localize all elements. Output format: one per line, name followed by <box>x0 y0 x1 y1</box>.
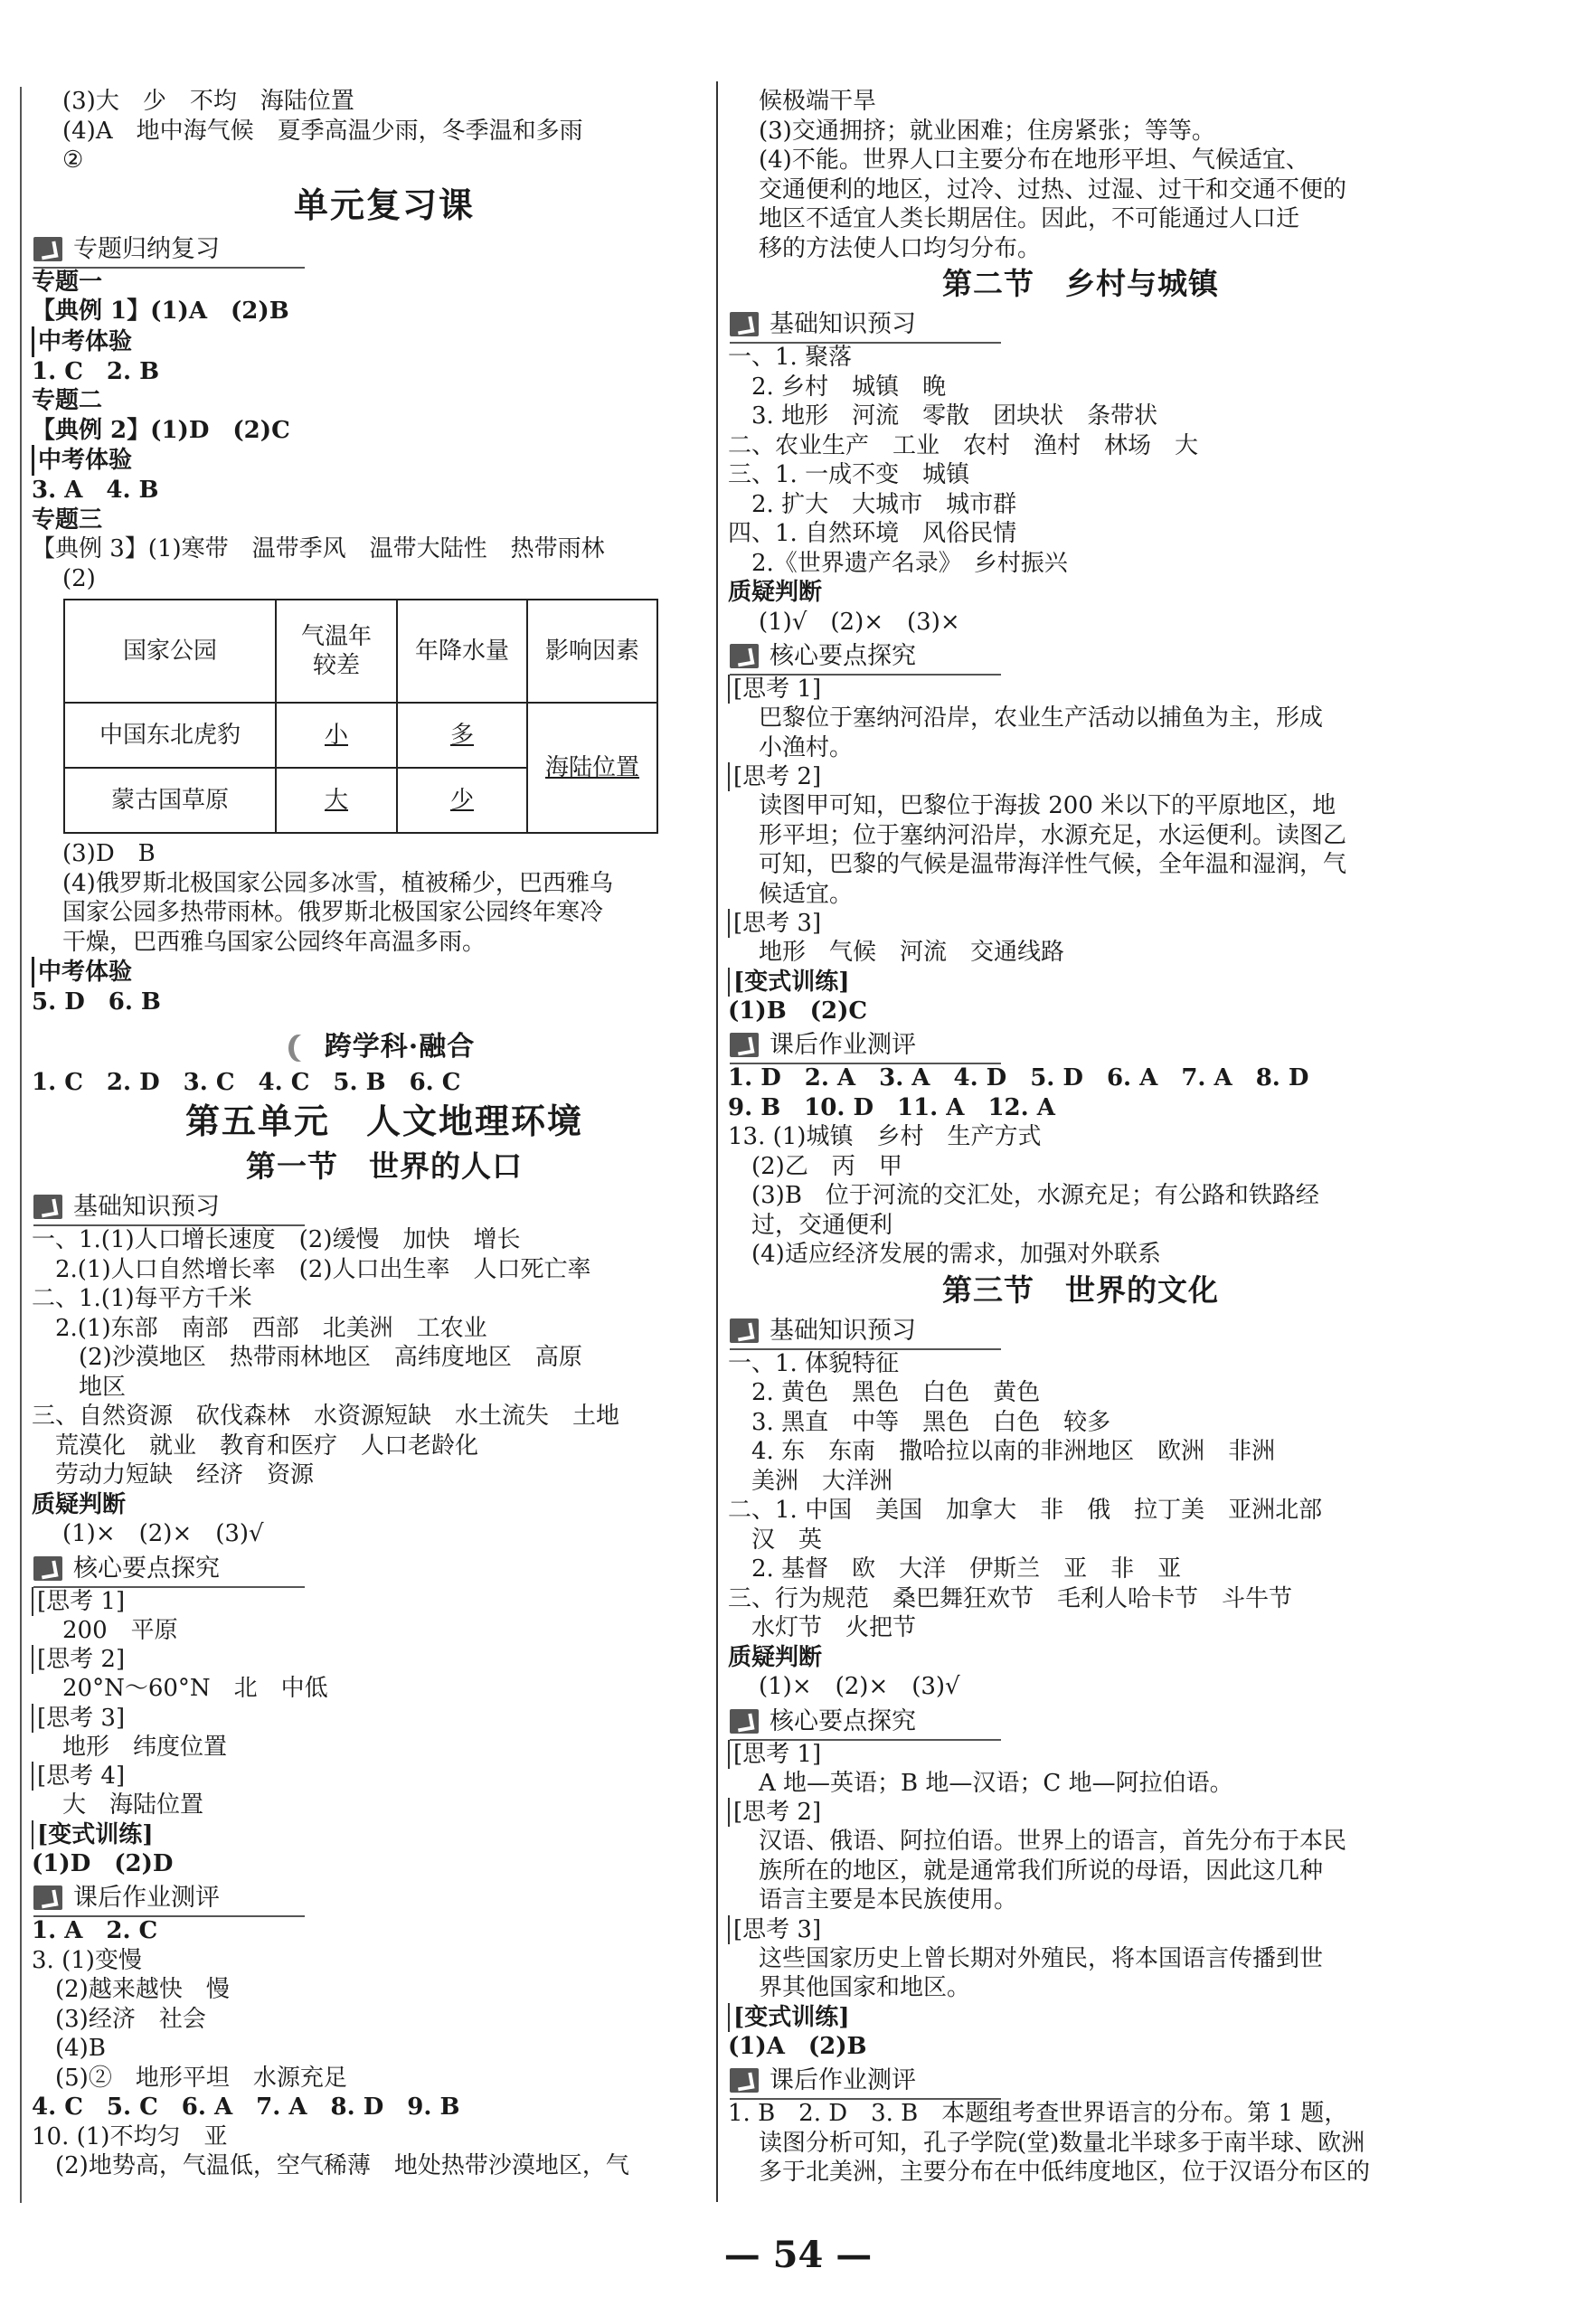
text-line: (5)② 地形平坦 水源充足 <box>32 2064 347 2092</box>
text-line: 4. 东 东南 撒哈拉以南的非洲地区 欧洲 非洲 <box>728 1438 1276 1465</box>
text-line: 1. D 2. A 3. A 4. D 5. D 6. A 7. A 8. D <box>728 1064 1309 1092</box>
text-line: 水灯节 火把节 <box>728 1614 917 1641</box>
moon-icon <box>294 1035 314 1062</box>
think-answer: 读图甲可知，巴黎位于海拔 200 米以下的平原地区，地 <box>759 792 1336 819</box>
text-line: 一、1.(1)人口增长速度 (2)缓慢 加快 增长 <box>32 1226 521 1253</box>
text-line: 三、1. 一成不变 城镇 <box>728 461 970 488</box>
think-answer: A 地—英语；B 地—汉语；C 地—阿拉伯语。 <box>759 1769 1233 1797</box>
table-cell: 小 <box>276 703 397 768</box>
think-label: [思考 2] <box>728 1798 821 1827</box>
think-answer: 语言主要是本民族使用。 <box>759 1886 1018 1914</box>
text-line: 二、农业生产 工业 农村 渔村 林场 大 <box>728 431 1199 459</box>
checkmark-icon <box>33 1556 62 1581</box>
topic-label: 专题二 <box>32 387 103 414</box>
think-answer: 界其他国家和地区。 <box>759 1974 971 2001</box>
text-line: 2.(1)人口自然增长率 (2)人口出生率 人口死亡率 <box>32 1255 591 1283</box>
unit-review-title: 单元复习课 <box>293 184 475 225</box>
section-title: 第一节 世界的人口 <box>246 1148 523 1184</box>
text-line: (2)乙 丙 甲 <box>728 1152 902 1180</box>
text-line: 荒漠化 就业 教育和医疗 人口老龄化 <box>32 1432 479 1460</box>
checkmark-icon <box>730 1033 759 1057</box>
text-line: 汉 英 <box>728 1526 823 1554</box>
section-header: 专题归纳复习 <box>32 233 737 266</box>
think-answer: 可知，巴黎的气候是温带海洋性气候，全年温和湿润，气 <box>759 851 1347 878</box>
table-header: 国家公园 <box>64 600 276 703</box>
text-line: 地区 <box>32 1373 127 1401</box>
cross-answers: 1. C 2. D 3. C 4. C 5. B 6. C <box>32 1068 461 1096</box>
table-header: 影响因素 <box>527 600 657 703</box>
sub-label: (2) <box>62 564 96 592</box>
think-label: [思考 1] <box>728 675 821 704</box>
page-number: — 54 — <box>723 2234 873 2276</box>
think-answer: 形平坦；位于塞纳河沿岸，水源充足，水运便利。读图乙 <box>759 821 1347 849</box>
variant-label: [变式训练] <box>32 1820 154 1849</box>
text-line: 二、1.(1)每平方千米 <box>32 1285 252 1312</box>
table-cell: 少 <box>397 768 527 833</box>
table-cell: 海陆位置 <box>527 703 657 833</box>
doubt-answers: (1)√ (2)× (3)× <box>759 608 960 636</box>
table-cell: 蒙古国草原 <box>64 768 276 833</box>
text-line: 候极端干旱 <box>759 88 877 115</box>
checkmark-icon <box>33 1195 62 1219</box>
doubt-label: 质疑判断 <box>728 579 823 606</box>
text-line: (4)不能。世界人口主要分布在地形平坦、气候适宜、 <box>759 146 1309 174</box>
text-line: 2. 乡村 城镇 晚 <box>728 373 947 401</box>
example-answer: 【典例 2】(1)D (2)C <box>32 416 290 444</box>
text-line: (2)地势高，气温低，空气稀薄 地处热带沙漠地区，气 <box>32 2152 629 2179</box>
variant-label: [变式训练] <box>728 968 850 997</box>
table-cell: 大 <box>276 768 397 833</box>
checkmark-icon <box>730 1318 759 1343</box>
text-line: 13. (1)城镇 乡村 生产方式 <box>728 1123 1042 1150</box>
text-line: (4)俄罗斯北极国家公园多冰雪，植被稀少，巴西雅乌 <box>62 869 613 897</box>
text-line: 2. 基督 欧 大洋 伊斯兰 亚 非 亚 <box>728 1555 1182 1583</box>
think-answer: 族所在的地区，就是通常我们所说的母语，因此这几种 <box>759 1857 1324 1885</box>
variant-answers: (1)D (2)D <box>32 1849 174 1877</box>
section-header: 核心要点探究 <box>728 640 1433 673</box>
section-title: 第三节 世界的文化 <box>942 1271 1219 1308</box>
think-answer: 地形 气候 河流 交通线路 <box>759 939 1065 966</box>
think-answer: 200 平原 <box>62 1616 178 1644</box>
text-line: 1. B 2. D 3. B 本题组考查世界语言的分布。第 1 题， <box>728 2100 1348 2127</box>
right-column <box>728 87 1433 2188</box>
think-label: [思考 2] <box>728 762 821 791</box>
text-line: 2. 黄色 黑色 白色 黄色 <box>728 1379 1041 1406</box>
topic-label: 专题三 <box>32 506 103 534</box>
checkmark-icon <box>730 312 759 336</box>
checkmark-icon <box>33 237 62 261</box>
exam-answers: 1. C 2. B <box>32 357 160 385</box>
think-answer: 这些国家历史上曾长期对外殖民，将本国语言传播到世 <box>759 1944 1324 1972</box>
exam-label: 中考体验 <box>32 326 132 357</box>
text-line: (3)D B <box>62 840 156 867</box>
doubt-label: 质疑判断 <box>32 1490 127 1518</box>
checkmark-icon <box>33 1885 62 1910</box>
left-margin-rule <box>20 87 22 2203</box>
text-line: 1. A 2. C <box>32 1917 158 1944</box>
text-line: (3)经济 社会 <box>32 2005 206 2033</box>
text-line: 3. (1)变慢 <box>32 1946 142 1974</box>
think-label: [思考 1] <box>728 1740 821 1769</box>
text-line: (4)B <box>32 2035 106 2062</box>
text-line: 二、1. 中国 美国 加拿大 非 俄 拉丁美 亚洲北部 <box>728 1497 1323 1524</box>
text-line: 一、1. 体貌特征 <box>728 1349 900 1377</box>
section-header: 课后作业测评 <box>728 1029 1433 1062</box>
text-line: 三、自然资源 砍伐森林 水资源短缺 水土流失 土地 <box>32 1403 620 1430</box>
cross-subject-title: 跨学科·融合 <box>32 1026 737 1068</box>
text-line: 2. 扩大 大城市 城市群 <box>728 490 1017 518</box>
doubt-label: 质疑判断 <box>728 1643 823 1671</box>
variant-answers: (1)B (2)C <box>728 997 868 1025</box>
text-line: 2.《世界遗产名录》 乡村振兴 <box>728 549 1068 577</box>
unit-title: 第五单元 人文地理环境 <box>184 1101 583 1141</box>
think-answer: 汉语、俄语、阿拉伯语。世界上的语言，首先分布于本民 <box>759 1828 1347 1855</box>
text-line: 干燥，巴西雅乌国家公园终年高温多雨。 <box>62 928 486 956</box>
table-header: 年降水量 <box>397 600 527 703</box>
think-answer: 小渔村。 <box>759 733 854 761</box>
think-label: [思考 1] <box>32 1587 125 1616</box>
section-header: 基础知识预习 <box>32 1191 737 1224</box>
think-label: [思考 2] <box>32 1645 125 1674</box>
example-answer: 【典例 3】(1)寒带 温带季风 温带大陆性 热带雨林 <box>32 535 605 562</box>
think-answer: 地形 纬度位置 <box>62 1733 228 1761</box>
text-line: 交通便利的地区，过冷、过热、过湿、过干和交通不便的 <box>759 175 1347 203</box>
checkmark-icon <box>730 644 759 668</box>
think-label: [思考 3] <box>32 1704 125 1733</box>
exam-answers: 3. A 4. B <box>32 477 159 504</box>
text-line: 四、1. 自然环境 风俗民情 <box>728 520 1017 547</box>
text-line: 国家公园多热带雨林。俄罗斯北极国家公园终年寒冷 <box>62 899 604 926</box>
section-header: 课后作业测评 <box>32 1882 737 1914</box>
topic-label: 专题一 <box>32 268 103 296</box>
doubt-answers: (1)× (2)× (3)√ <box>759 1673 960 1700</box>
text-line: 9. B 10. D 11. A 12. A <box>728 1093 1055 1121</box>
text-line: (4)A 地中海气候 夏季高温少雨，冬季温和多雨 <box>62 117 583 145</box>
variant-answers: (1)A (2)B <box>728 2032 867 2060</box>
checkmark-icon <box>730 1709 759 1734</box>
text-line: 三、行为规范 桑巴舞狂欢节 毛利人哈卡节 斗牛节 <box>728 1584 1293 1612</box>
think-answer: 大 海陆位置 <box>62 1791 204 1819</box>
climate-table <box>63 599 658 834</box>
table-cell: 多 <box>397 703 527 768</box>
text-line: (4)适应经济发展的需求，加强对外联系 <box>728 1241 1161 1268</box>
text-line: (3)B 位于河流的交汇处，水源充足；有公路和铁路经 <box>728 1182 1319 1209</box>
section-header: 基础知识预习 <box>728 1315 1433 1347</box>
text-line: (3)交通拥挤；就业困难；住房紧张；等等。 <box>759 117 1215 145</box>
text-line: 一、1. 聚落 <box>728 344 853 371</box>
text-line: 多于北美洲，主要分布在中低纬度地区，位于汉语分布区的 <box>759 2159 1371 2186</box>
section-header: 基础知识预习 <box>728 308 1433 341</box>
example-answer: 【典例 1】(1)A (2)B <box>32 298 289 325</box>
text-line: 移的方法使人口均匀分布。 <box>759 234 1042 262</box>
text-line: 10. (1)不均匀 亚 <box>32 2122 228 2150</box>
text-line: 3. 黑直 中等 黑色 白色 较多 <box>728 1408 1111 1436</box>
think-answer: 巴黎位于塞纳河沿岸，农业生产活动以捕鱼为主，形成 <box>759 704 1324 732</box>
exam-answers: 5. D 6. B <box>32 988 161 1016</box>
text-line: 2.(1)东部 南部 西部 北美洲 工农业 <box>32 1314 487 1342</box>
doubt-answers: (1)× (2)× (3)√ <box>62 1520 264 1547</box>
text-line: (2)越来越快 慢 <box>32 1976 230 2003</box>
text-line: ② <box>62 146 84 174</box>
think-answer: 20°N～60°N 北 中低 <box>62 1675 328 1702</box>
think-label: [思考 3] <box>728 909 821 938</box>
variant-label: [变式训练] <box>728 2003 850 2032</box>
text-line: 4. C 5. C 6. A 7. A 8. D 9. B <box>32 2093 460 2121</box>
section-title: 第二节 乡村与城镇 <box>942 266 1219 301</box>
text-line: 美洲 大洋洲 <box>728 1467 893 1495</box>
exam-label: 中考体验 <box>32 957 132 988</box>
think-answer: 候适宜。 <box>759 880 854 908</box>
text-line: (2)沙漠地区 热带雨林地区 高纬度地区 高原 <box>32 1344 582 1371</box>
section-header: 核心要点探究 <box>32 1553 737 1585</box>
text-line: 地区不适宜人类长期居住。因此，不可能通过人口迁 <box>759 205 1300 232</box>
text-line: (3)大 少 不均 海陆位置 <box>62 88 354 115</box>
text-line: 读图分析可知，孔子学院(堂)数量北半球多于南半球、欧洲 <box>759 2129 1365 2157</box>
text-line: 3. 地形 河流 零散 团块状 条带状 <box>728 402 1158 430</box>
table-cell: 中国东北虎豹 <box>64 703 276 768</box>
section-header: 核心要点探究 <box>728 1706 1433 1738</box>
section-header: 课后作业测评 <box>728 2065 1433 2097</box>
think-label: [思考 3] <box>728 1915 821 1944</box>
left-column <box>32 87 737 2181</box>
checkmark-icon <box>730 2068 759 2093</box>
text-line: 过，交通便利 <box>728 1211 893 1239</box>
table-header: 气温年 较差 <box>276 600 397 703</box>
think-label: [思考 4] <box>32 1762 125 1791</box>
text-line: 劳动力短缺 经济 资源 <box>32 1461 315 1489</box>
exam-label: 中考体验 <box>32 445 132 476</box>
